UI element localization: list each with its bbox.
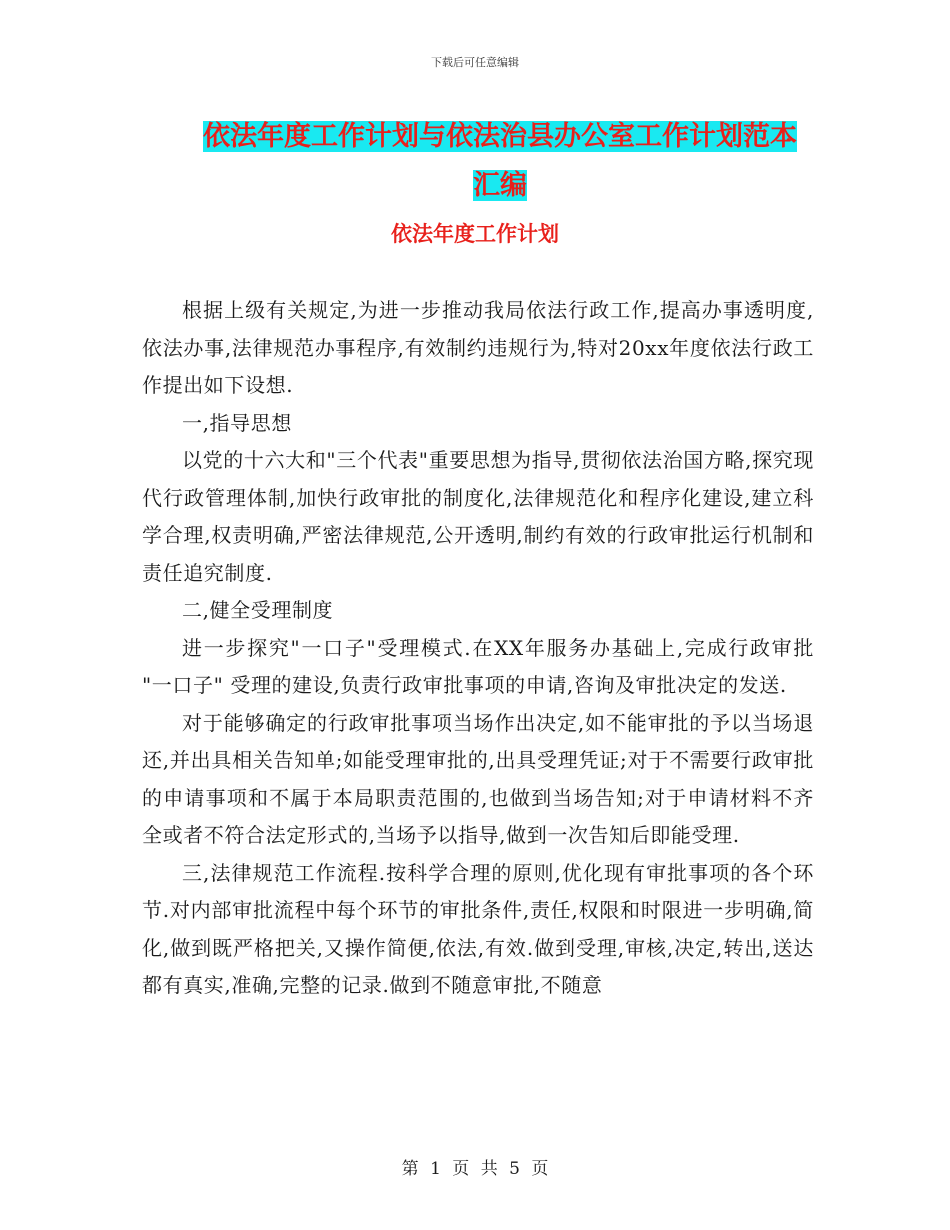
header-note: 下载后可任意编辑 [431,56,519,69]
paragraph-on-spot-decision: 对于能够确定的行政审批事项当场作出决定,如不能审批的予以当场退还,并出具相关告知单;如能受理审批的,出具受理凭证;对于不需要行政审批的申请事项和不属于本局职责范围的,也做到当场告知;对于申请材料不齐全或者不符合法定形式的,当场予以指导,做到一次告知后即能受理. [142,710,814,847]
page-number: 第 1 页 共 5 页 [401,1159,549,1179]
document-title-text: 依法年度工作计划与依法治县办公室工作计划范本汇编 [203,121,797,201]
document-title [190,112,810,210]
paragraph-one-window: 进一步探究"一口子"受理模式.在XX年服务办基础上,完成行政审批 "一口子" 受理的建设,负责行政审批事项的申请,咨询及审批决定的发送. [142,635,814,697]
heading-acceptance-system: 二,健全受理制度 [182,598,334,622]
document-body [142,292,814,1005]
paragraph-workflow: 三,法律规范工作流程.按科学合理的原则,优化现有审批事项的各个环节.对内部审批流程中每个环节的审批条件,责任,权限和时限进一步明确,简化,做到既严格把关,又操作简便,依法,有效.做到受理,审核,决定,转出,送达都有真实,准确,完整的记录.做到不随意审批,不随意 [142,860,814,997]
paragraph-guiding-ideology: 以党的十六大和"三个代表"重要思想为指导,贯彻依法治国方略,探究现代行政管理体制,加快行政审批的制度化,法律规范化和程序化建设,建立科学合理,权责明确,严密法律规范,公开透明,制约有效的行政审批运行机制和责任追究制度. [142,448,814,585]
paragraph-intro: 根据上级有关规定,为进一步推动我局依法行政工作,提高办事透明度,依法办事,法律规范办事程序,有效制约违规行为,特对20xx年度依法行政工作提出如下设想. [142,298,814,397]
heading-guiding-ideology: 一,指导思想 [182,410,292,435]
section-title: 依法年度工作计划 [391,222,559,246]
